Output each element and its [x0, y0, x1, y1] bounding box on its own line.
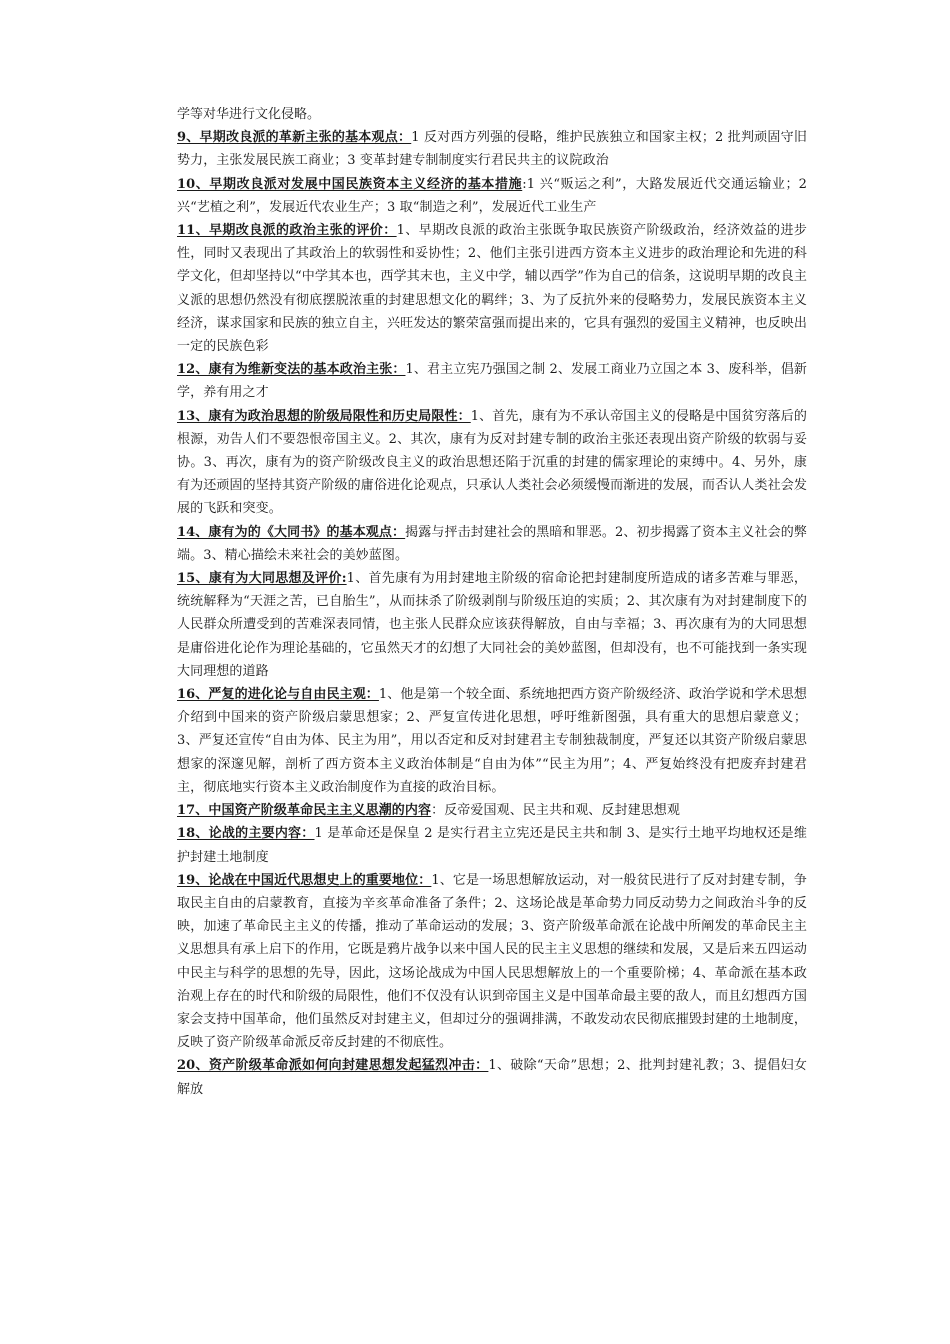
item-body: 1、首先康有为用封建地主阶级的宿命论把封建制度所造成的诸多苦难与罪恶，统统解释为“天涯之苦，已自胎生”，从而抹杀了阶级剥削与阶级压迫的实质；2、其次康有为对封建制度下的人民群众所遭受到的苦难深表同情，也主张人民群众应该获得解放，自由与幸福；3、再次康有为的大同思想是庸俗进化论作为理论基础的，它虽然天才的幻想了大同社会的美妙蓝图，但却没有，也不可能找到一条实现大同理想的道路: [177, 571, 807, 679]
item-body: 1、早期改良派的政治主张既争取民族资产阶级政治，经济效益的进步性，同时又表现出了其政治上的软弱性和妥协性；2、他们主张引进西方资本主义进步的政治理论和先进的科学文化，但却坚持以“中学其本也，西学其末也，主义中学，辅以西学”作为自己的信条，这说明早期的改良主义派的思想仍然没有彻底摆脱浓重的封建思想文化的羁绊；3、为了反抗外来的侵略势力，发展民族资本主义经济，谋求国家和民族的独立自主，兴旺发达的繁荣富强而提出来的，它具有强烈的爱国主义精神，也反映出一定的民族色彩: [177, 223, 807, 355]
item-body: :1 兴“贩运之利”，大路发展近代交通运输业；2 兴“艺植之利”，发展近代农业生产；3 取“制造之利”，发展近代工业生产: [177, 176, 807, 215]
list-item: [177, 799, 807, 822]
list-item: [177, 126, 807, 172]
item-body: 1 是革命还是保皇 2 是实行君主立宪还是民主共和制 3、是实行土地平均地权还是维护封建土地制度: [177, 826, 807, 865]
item-heading: 15、康有为大同思想及评价:: [177, 571, 347, 587]
list-item: [177, 822, 807, 868]
item-heading: 16、严复的进化论与自由民主观：: [177, 687, 379, 703]
item-heading: 9、早期改良派的革新主张的基本观点：: [177, 130, 412, 146]
list-item: [177, 1054, 807, 1100]
item-body: 1、它是一场思想解放运动，对一般贫民进行了反对封建专制，争取民主自由的启蒙教育，直接为辛亥革命准备了条件；2、这场论战是革命势力同反动势力之间政治斗争的反映，加速了革命民主主义的传播，推动了革命运动的发展；3、资产阶级革命派在论战中所阐发的革命民主主义思想具有承上启下的作用，它既是鸦片战争以来中国人民的民主主义思想的继续和发展，又是后来五四运动中民主与科学的思想的先导，因此，这场论战成为中国人民思想解放上的一个重要阶梯；4、革命派在基本政治观上存在的时代和阶级的局限性，他们不仅没有认识到帝国主义是中国革命最主要的敌人，而且幻想西方国家会支持中国革命，他们虽然反对封建主义，但却过分的强调排满，不敢发动农民彻底摧毁封建的土地制度，反映了资产阶级革命派反帝反封建的不彻底性。: [177, 872, 807, 1051]
item-heading: 13、康有为政治思想的阶级局限性和历史局限性：: [177, 408, 471, 424]
item-body: 1、破除“天命”思想；2、批判封建礼教；3、提倡妇女解放: [177, 1058, 807, 1097]
list-item: [177, 567, 807, 683]
list-item: [177, 358, 807, 404]
item-heading: 20、资产阶级革命派如何向封建思想发起猛烈冲击：: [177, 1058, 489, 1074]
list-item: [177, 219, 807, 358]
list-item: [177, 869, 807, 1055]
item-heading: 14、康有为的《大同书》的基本观点：: [177, 524, 406, 540]
item-body: 1、君主立宪乃强国之制 2、发展工商业乃立国之本 3、废科举，倡新学，养有用之才: [177, 362, 807, 401]
item-body: 1 反对西方列强的侵略，维护民族独立和国家主权；2 批判顽固守旧势力，主张发展民族工商业；3 变革封建专制制度实行君民共主的议院政治: [177, 130, 807, 169]
item-body: 揭露与抨击封建社会的黑暗和罪恶。2、初步揭露了资本主义社会的弊端。3、精心描绘未来社会的美妙蓝图。: [177, 524, 807, 563]
item-list: [177, 126, 807, 1101]
item-heading: 10、早期改良派对发展中国民族资本主义经济的基本措施: [177, 176, 523, 192]
item-heading: 18、论战的主要内容：: [177, 826, 315, 842]
item-heading: 19、论战在中国近代思想史上的重要地位：: [177, 872, 432, 888]
item-heading: 12、康有为维新变法的基本政治主张：: [177, 362, 406, 378]
item-body: ：反帝爱国观、民主共和观、反封建思想观: [431, 803, 680, 819]
document-page: [177, 103, 807, 1101]
intro-text: 学等对华进行文化侵略。: [177, 107, 321, 122]
item-body: 1、首先，康有为不承认帝国主义的侵略是中国贫穷落后的根源，劝告人们不要怨恨帝国主义。2、其次，康有为反对封建专制的政治主张还表现出资产阶级的软弱与妥协。3、再次，康有为的资产阶级改良主义的政治思想还陷于沉重的封建的儒家理论的束缚中。4、另外，康有为还顽固的坚持其资产阶级的庸俗进化论观点，只承认人类社会必须缓慢而渐进的发展，而否认人类社会发展的飞跃和突变。: [177, 408, 807, 517]
item-heading: 17、中国资产阶级革命民主主义思潮的内容: [177, 803, 432, 819]
list-item: [177, 405, 807, 521]
item-heading: 11、早期改良派的政治主张的评价：: [177, 223, 397, 239]
list-item: [177, 683, 807, 799]
item-body: 1、他是第一个较全面、系统地把西方资产阶级经济、政治学说和学术思想介绍到中国来的资产阶级启蒙思想家；2、严复宣传进化思想，呼吁维新图强，具有重大的思想启蒙意义；3、严复还宣传“自由为体、民主为用”，用以否定和反对封建君主专制独裁制度，严复还以其资产阶级启蒙思想家的深邃见解，剖析了西方资本主义政治体制是“自由为体”“民主为用”；4、严复始终没有把废弃封建君主，彻底地实行资本主义政治制度作为直接的政治目标。: [177, 687, 807, 795]
list-item: [177, 521, 807, 567]
list-item: [177, 173, 807, 219]
